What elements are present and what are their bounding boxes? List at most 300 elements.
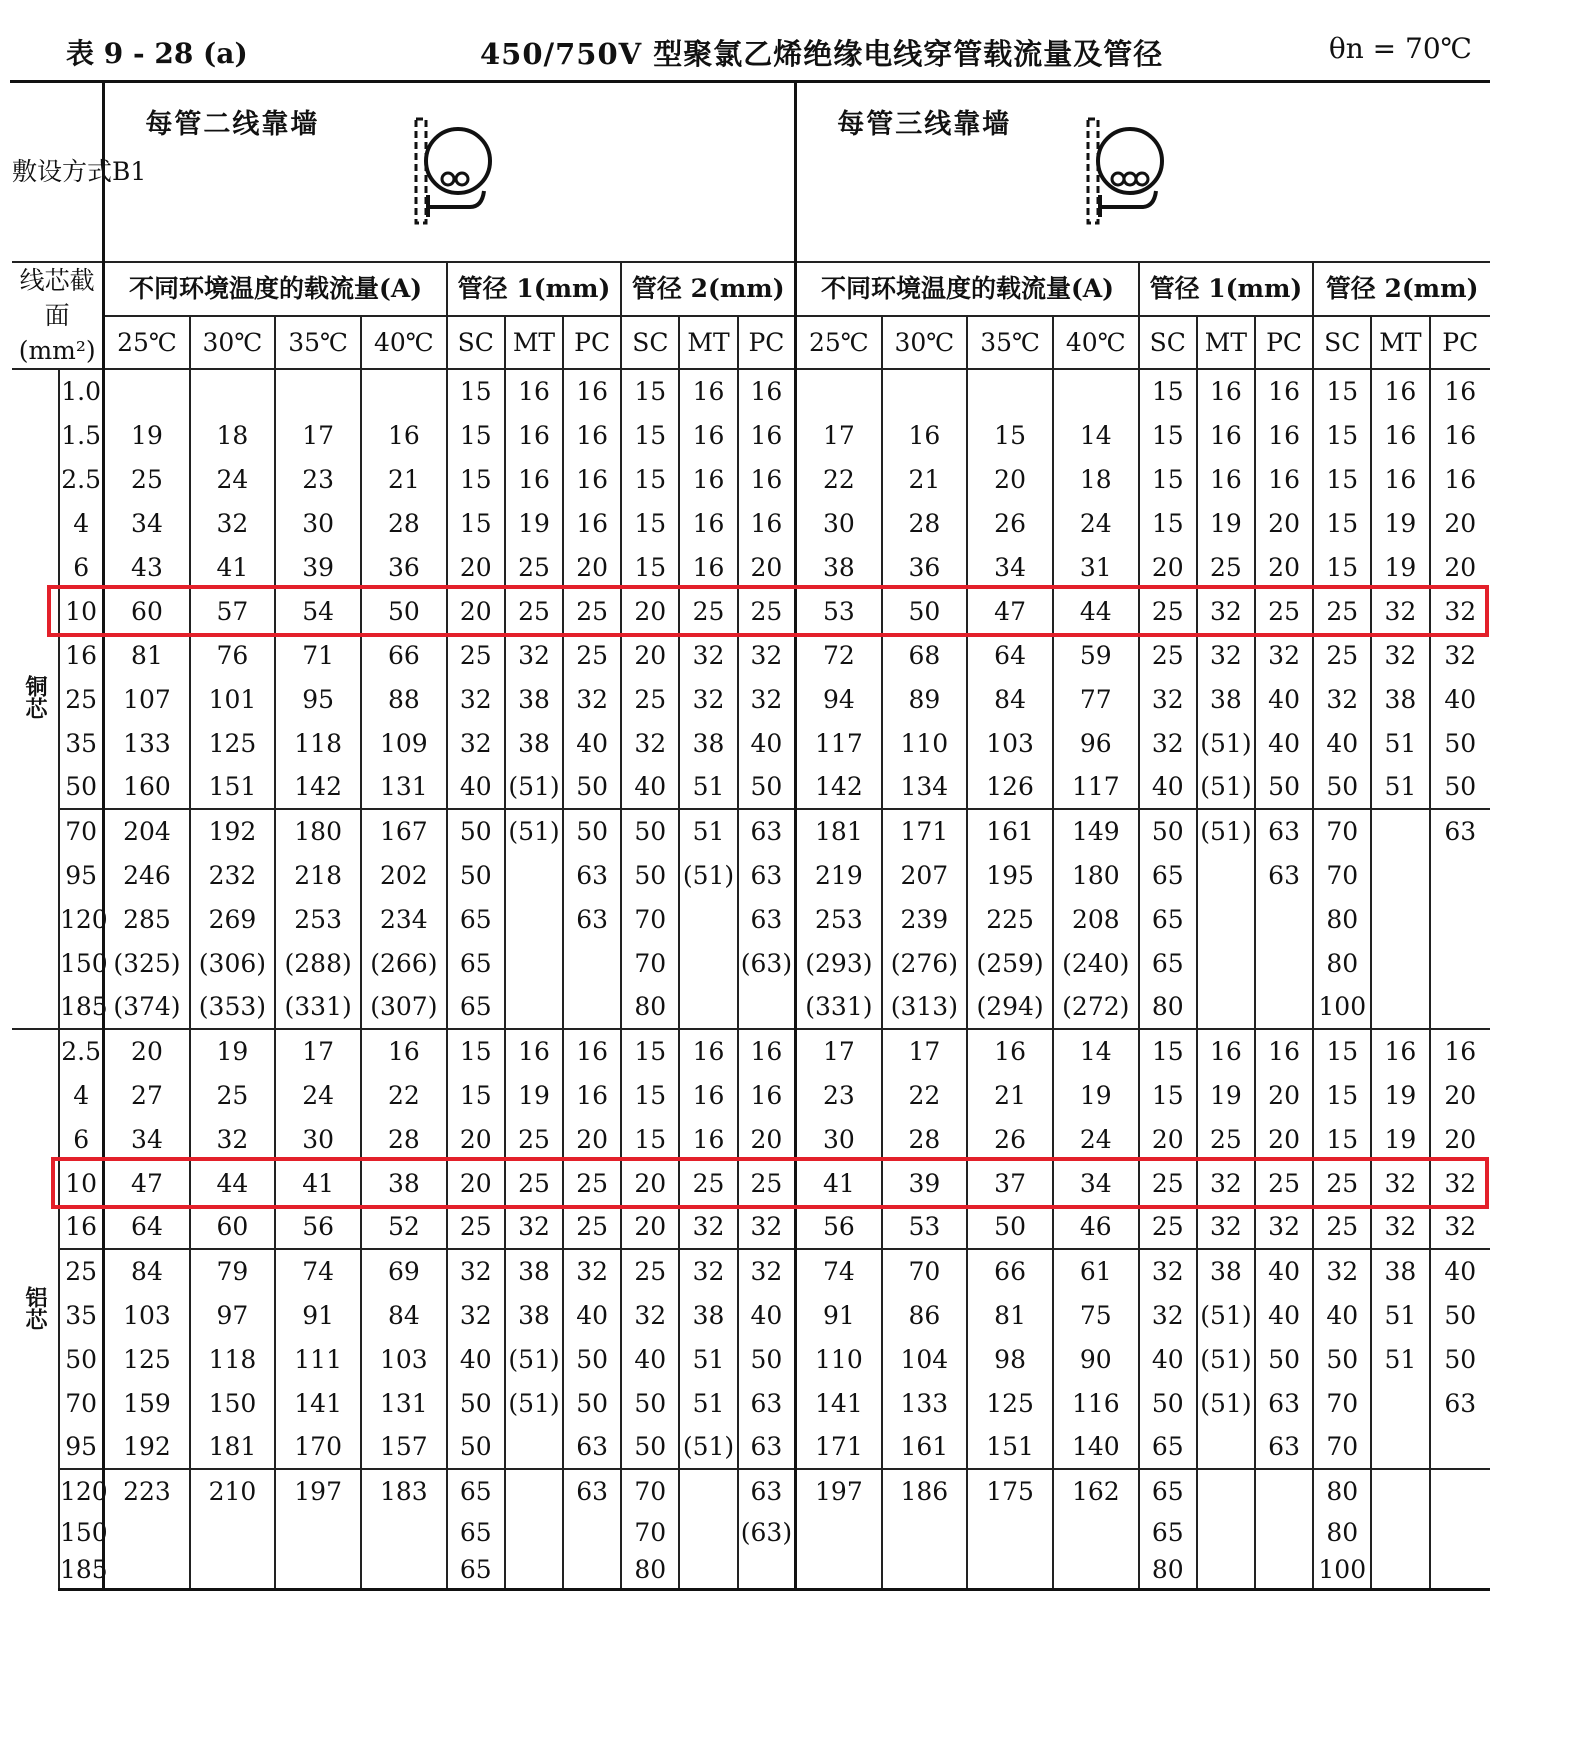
value-cell — [738, 1551, 796, 1589]
value-cell: 50 — [447, 1425, 505, 1469]
value-cell: 246 — [104, 853, 190, 897]
value-cell: 50 — [1430, 721, 1490, 765]
value-cell: 40 — [738, 721, 796, 765]
value-cell — [679, 1551, 737, 1589]
value-cell: 16 — [1197, 457, 1255, 501]
value-cell — [1371, 897, 1429, 941]
ampacity-group-3wire: 不同环境温度的载流量(A) — [796, 262, 1139, 316]
pipe-type-header: PC — [1255, 316, 1313, 370]
value-cell — [505, 941, 563, 985]
value-cell: 16 — [967, 1029, 1053, 1073]
table-row — [12, 1205, 1490, 1249]
value-cell: 50 — [1430, 1293, 1490, 1337]
conduit-2wire-icon — [410, 117, 500, 227]
value-cell: 63 — [738, 1381, 796, 1425]
value-cell: 50 — [361, 589, 447, 633]
value-cell: 125 — [104, 1337, 190, 1381]
value-cell: 25 — [505, 1117, 563, 1161]
value-cell: 65 — [1139, 853, 1197, 897]
value-cell: 20 — [1430, 1117, 1490, 1161]
value-cell: 51 — [1371, 1337, 1429, 1381]
value-cell: 50 — [563, 1337, 621, 1381]
value-cell: 18 — [190, 413, 276, 457]
value-cell: 142 — [796, 765, 882, 809]
value-cell: 81 — [967, 1293, 1053, 1337]
value-cell: 180 — [1053, 853, 1139, 897]
pipe-type-header: PC — [1430, 316, 1490, 370]
table-row — [12, 1249, 1490, 1293]
value-cell: 65 — [447, 1513, 505, 1551]
table-row — [12, 853, 1490, 897]
value-cell: 239 — [882, 897, 968, 941]
value-cell: 50 — [967, 1205, 1053, 1249]
value-cell: 38 — [505, 721, 563, 765]
value-cell — [505, 897, 563, 941]
value-cell: 25 — [679, 1161, 737, 1205]
value-cell: 44 — [1053, 589, 1139, 633]
cross-section-cell: 6 — [59, 545, 104, 589]
value-cell: 51 — [679, 1337, 737, 1381]
table-number: 表 9 - 28 (a) — [66, 37, 248, 70]
value-cell: 34 — [104, 1117, 190, 1161]
value-cell: 20 — [1430, 545, 1490, 589]
value-cell: 47 — [104, 1161, 190, 1205]
value-cell: 15 — [621, 457, 679, 501]
value-cell — [1197, 1469, 1255, 1513]
value-cell: 16 — [505, 413, 563, 457]
value-cell: 80 — [1313, 1513, 1371, 1551]
value-cell: 16 — [1255, 369, 1313, 413]
value-cell: 19 — [505, 1073, 563, 1117]
value-cell: 157 — [361, 1425, 447, 1469]
ampacity-table — [12, 82, 1490, 1591]
laying-method-label: 敷设方式B1 — [12, 157, 147, 186]
value-cell: 50 — [447, 1381, 505, 1425]
value-cell: 16 — [679, 413, 737, 457]
value-cell: 30 — [796, 501, 882, 545]
cross-section-cell: 120 — [59, 897, 104, 941]
cross-section-cell: 185 — [59, 1551, 104, 1589]
value-cell — [1197, 941, 1255, 985]
value-cell: 63 — [1255, 809, 1313, 853]
value-cell: 19 — [1371, 545, 1429, 589]
value-cell: 51 — [679, 809, 737, 853]
value-cell: 20 — [1255, 1073, 1313, 1117]
value-cell: 32 — [1197, 633, 1255, 677]
value-cell: 68 — [882, 633, 968, 677]
value-cell — [1430, 1513, 1490, 1551]
value-cell — [563, 941, 621, 985]
value-cell: 16 — [563, 413, 621, 457]
value-cell: 17 — [796, 1029, 882, 1073]
table-row — [12, 457, 1490, 501]
ampacity-group-2wire: 不同环境温度的载流量(A) — [104, 262, 447, 316]
cross-section-cell: 35 — [59, 1293, 104, 1337]
value-cell — [361, 1513, 447, 1551]
value-cell: 51 — [679, 765, 737, 809]
value-cell: 167 — [361, 809, 447, 853]
value-cell — [1371, 1425, 1429, 1469]
value-cell — [361, 369, 447, 413]
value-cell: 52 — [361, 1205, 447, 1249]
value-cell: 65 — [1139, 941, 1197, 985]
value-cell: 32 — [1430, 633, 1490, 677]
value-cell: 70 — [1313, 853, 1371, 897]
value-cell: 16 — [679, 1073, 737, 1117]
value-cell: 24 — [275, 1073, 361, 1117]
value-cell: 15 — [1313, 369, 1371, 413]
value-cell: 32 — [1139, 721, 1197, 765]
value-cell: 43 — [104, 545, 190, 589]
value-cell: 74 — [275, 1249, 361, 1293]
value-cell — [679, 1469, 737, 1513]
value-cell — [505, 1469, 563, 1513]
value-cell: 15 — [1139, 369, 1197, 413]
value-cell: 56 — [275, 1205, 361, 1249]
value-cell: 19 — [1371, 1117, 1429, 1161]
value-cell: 25 — [1313, 589, 1371, 633]
value-cell: 61 — [1053, 1249, 1139, 1293]
cross-section-cell: 150 — [59, 941, 104, 985]
temp-header: 35℃ — [275, 316, 361, 370]
value-cell: 31 — [1053, 545, 1139, 589]
value-cell: 40 — [1313, 721, 1371, 765]
value-cell: 20 — [1255, 501, 1313, 545]
conduit-3wire-icon — [1082, 117, 1172, 227]
value-cell: 70 — [882, 1249, 968, 1293]
value-cell — [190, 1513, 276, 1551]
value-cell: 16 — [1197, 413, 1255, 457]
pipe-type-header: SC — [1313, 316, 1371, 370]
value-cell: (293) — [796, 941, 882, 985]
cross-section-cell: 70 — [59, 1381, 104, 1425]
value-cell: 70 — [1313, 809, 1371, 853]
value-cell: 150 — [190, 1381, 276, 1425]
value-cell: 38 — [679, 1293, 737, 1337]
value-cell: 36 — [882, 545, 968, 589]
value-cell: 40 — [1255, 1293, 1313, 1337]
value-cell: 25 — [1139, 589, 1197, 633]
value-cell: 15 — [447, 1073, 505, 1117]
value-cell: 161 — [967, 809, 1053, 853]
value-cell: 28 — [361, 501, 447, 545]
pipe2-group-3wire: 管径 2(mm) — [1313, 262, 1490, 316]
value-cell: 19 — [104, 413, 190, 457]
value-cell: 57 — [190, 589, 276, 633]
value-cell: 23 — [796, 1073, 882, 1117]
value-cell: 15 — [621, 413, 679, 457]
value-cell: 25 — [505, 589, 563, 633]
value-cell: 60 — [104, 589, 190, 633]
value-cell: 32 — [447, 721, 505, 765]
pipe-type-header: MT — [679, 316, 737, 370]
value-cell — [1371, 1513, 1429, 1551]
value-cell: 40 — [621, 1337, 679, 1381]
value-cell: 25 — [563, 1161, 621, 1205]
cross-section-cell: 95 — [59, 853, 104, 897]
value-cell: 218 — [275, 853, 361, 897]
value-cell: 40 — [1430, 1249, 1490, 1293]
value-cell: 24 — [1053, 1117, 1139, 1161]
condition-3wire — [796, 82, 1490, 262]
value-cell: 63 — [1255, 1381, 1313, 1425]
value-cell — [1255, 1469, 1313, 1513]
value-cell: 95 — [275, 677, 361, 721]
value-cell: (294) — [967, 985, 1053, 1029]
value-cell: 97 — [190, 1293, 276, 1337]
value-cell: 32 — [1255, 1205, 1313, 1249]
value-cell: 34 — [1053, 1161, 1139, 1205]
value-cell: 24 — [190, 457, 276, 501]
pipe-type-header: MT — [1197, 316, 1255, 370]
value-cell: (51) — [1197, 721, 1255, 765]
value-cell: 75 — [1053, 1293, 1139, 1337]
cross-section-cell: 4 — [59, 501, 104, 545]
value-cell: 219 — [796, 853, 882, 897]
value-cell: 65 — [1139, 1425, 1197, 1469]
value-cell: 88 — [361, 677, 447, 721]
value-cell: 14 — [1053, 1029, 1139, 1073]
value-cell: 32 — [738, 633, 796, 677]
value-cell: 56 — [796, 1205, 882, 1249]
value-cell: 32 — [505, 1205, 563, 1249]
value-cell: 133 — [104, 721, 190, 765]
table-row — [12, 501, 1490, 545]
value-cell: 19 — [1197, 1073, 1255, 1117]
value-cell: 225 — [967, 897, 1053, 941]
value-cell: 183 — [361, 1469, 447, 1513]
table-row — [12, 545, 1490, 589]
temp-header: 40℃ — [1053, 316, 1139, 370]
table-row — [12, 413, 1490, 457]
table-row — [12, 941, 1490, 985]
value-cell: 38 — [796, 545, 882, 589]
value-cell: 16 — [1197, 1029, 1255, 1073]
value-cell: 16 — [1255, 413, 1313, 457]
value-cell: 207 — [882, 853, 968, 897]
value-cell: 18 — [1053, 457, 1139, 501]
value-cell: 151 — [190, 765, 276, 809]
cross-section-cell: 6 — [59, 1117, 104, 1161]
value-cell: 84 — [967, 677, 1053, 721]
value-cell: 25 — [447, 633, 505, 677]
value-cell: 25 — [738, 1161, 796, 1205]
value-cell — [679, 897, 737, 941]
value-cell — [1371, 853, 1429, 897]
value-cell: 17 — [882, 1029, 968, 1073]
value-cell: 63 — [738, 809, 796, 853]
value-cell: 20 — [447, 1161, 505, 1205]
value-cell: 80 — [1139, 1551, 1197, 1589]
temp-header: 30℃ — [882, 316, 968, 370]
value-cell: 50 — [447, 809, 505, 853]
value-cell: 28 — [882, 1117, 968, 1161]
value-cell: (51) — [505, 1337, 563, 1381]
value-cell: 15 — [447, 413, 505, 457]
table-row — [12, 809, 1490, 853]
value-cell: 15 — [1139, 501, 1197, 545]
value-cell: 20 — [621, 1205, 679, 1249]
pipe-type-header: MT — [505, 316, 563, 370]
value-cell: 16 — [505, 457, 563, 501]
value-cell: (307) — [361, 985, 447, 1029]
value-cell: 162 — [1053, 1469, 1139, 1513]
table-row — [12, 1073, 1490, 1117]
value-cell: 16 — [563, 457, 621, 501]
value-cell: (51) — [505, 765, 563, 809]
value-cell: 149 — [1053, 809, 1139, 853]
value-cell: 159 — [104, 1381, 190, 1425]
value-cell: 50 — [738, 1337, 796, 1381]
value-cell: 54 — [275, 589, 361, 633]
condition-3wire-label: 每管三线靠墙 — [837, 108, 1012, 140]
value-cell — [505, 1513, 563, 1551]
value-cell: 63 — [563, 853, 621, 897]
value-cell: 25 — [447, 1205, 505, 1249]
value-cell: 16 — [1371, 1029, 1429, 1073]
value-cell: 40 — [447, 1337, 505, 1381]
value-cell: 15 — [1313, 457, 1371, 501]
table-title-bar — [60, 28, 1480, 72]
value-cell: 15 — [621, 1029, 679, 1073]
value-cell: 15 — [967, 413, 1053, 457]
value-cell: 16 — [1255, 457, 1313, 501]
value-cell: 25 — [190, 1073, 276, 1117]
pipe2-group-2wire: 管径 2(mm) — [621, 262, 796, 316]
value-cell — [967, 369, 1053, 413]
value-cell: 70 — [621, 941, 679, 985]
table-row — [12, 1029, 1490, 1073]
value-cell: 80 — [1139, 985, 1197, 1029]
value-cell: 21 — [882, 457, 968, 501]
value-cell: 32 — [621, 1293, 679, 1337]
value-cell: 253 — [275, 897, 361, 941]
value-cell: 40 — [1255, 721, 1313, 765]
value-cell: (288) — [275, 941, 361, 985]
value-cell: 81 — [104, 633, 190, 677]
value-cell: 16 — [1430, 369, 1490, 413]
value-cell: 133 — [882, 1381, 968, 1425]
value-cell — [104, 1513, 190, 1551]
value-cell: 134 — [882, 765, 968, 809]
value-cell: 15 — [447, 501, 505, 545]
value-cell: 32 — [1197, 589, 1255, 633]
value-cell: 38 — [361, 1161, 447, 1205]
value-cell: 63 — [738, 1425, 796, 1469]
value-cell: 117 — [796, 721, 882, 765]
value-cell — [190, 369, 276, 413]
value-cell: 63 — [1255, 1425, 1313, 1469]
value-cell — [361, 1551, 447, 1589]
value-cell: 50 — [621, 853, 679, 897]
value-cell: 20 — [1430, 501, 1490, 545]
value-cell: 19 — [190, 1029, 276, 1073]
value-cell: 46 — [1053, 1205, 1139, 1249]
value-cell: 16 — [1255, 1029, 1313, 1073]
value-cell: 27 — [104, 1073, 190, 1117]
value-cell: 65 — [447, 1551, 505, 1589]
value-cell: 23 — [275, 457, 361, 501]
table-row — [12, 633, 1490, 677]
value-cell — [1430, 853, 1490, 897]
value-cell: 25 — [621, 677, 679, 721]
value-cell: 64 — [104, 1205, 190, 1249]
pipe-type-header: SC — [447, 316, 505, 370]
value-cell: 51 — [1371, 721, 1429, 765]
value-cell: 15 — [621, 1073, 679, 1117]
temp-header: 25℃ — [796, 316, 882, 370]
value-cell: 38 — [505, 1293, 563, 1337]
section-header: 线芯截面(mm²) — [12, 262, 104, 369]
value-cell: 17 — [275, 1029, 361, 1073]
value-cell: 16 — [1371, 457, 1429, 501]
value-cell: 41 — [275, 1161, 361, 1205]
value-cell: 25 — [621, 1249, 679, 1293]
value-cell: 38 — [1371, 677, 1429, 721]
value-cell: 116 — [1053, 1381, 1139, 1425]
value-cell: 40 — [447, 765, 505, 809]
value-cell — [1255, 1513, 1313, 1551]
value-cell: 50 — [447, 853, 505, 897]
value-cell: 66 — [361, 633, 447, 677]
value-cell: (51) — [1197, 1293, 1255, 1337]
pipe1-group-3wire: 管径 1(mm) — [1139, 262, 1314, 316]
value-cell: 84 — [361, 1293, 447, 1337]
value-cell — [679, 941, 737, 985]
value-cell: 34 — [104, 501, 190, 545]
value-cell: 70 — [621, 1513, 679, 1551]
value-cell: 25 — [1313, 633, 1371, 677]
value-cell: 32 — [621, 721, 679, 765]
value-cell: 50 — [563, 765, 621, 809]
highlight-copper-10 — [47, 585, 1489, 637]
value-cell: 40 — [563, 1293, 621, 1337]
value-cell: 32 — [738, 1205, 796, 1249]
value-cell: 117 — [1053, 765, 1139, 809]
value-cell: 20 — [967, 457, 1053, 501]
value-cell: 38 — [505, 677, 563, 721]
value-cell: 25 — [1139, 633, 1197, 677]
value-cell: 65 — [1139, 1513, 1197, 1551]
value-cell: 21 — [361, 457, 447, 501]
cross-section-cell: 2.5 — [59, 457, 104, 501]
value-cell — [505, 1551, 563, 1589]
pipe-type-header: SC — [621, 316, 679, 370]
value-cell: 76 — [190, 633, 276, 677]
value-cell: 195 — [967, 853, 1053, 897]
value-cell: 40 — [738, 1293, 796, 1337]
value-cell: (51) — [1197, 1381, 1255, 1425]
value-cell: (51) — [679, 1425, 737, 1469]
value-cell: 50 — [1139, 809, 1197, 853]
value-cell: 65 — [447, 897, 505, 941]
value-cell: 32 — [505, 633, 563, 677]
cross-section-cell: 25 — [59, 677, 104, 721]
value-cell: (313) — [882, 985, 968, 1029]
value-cell: 20 — [738, 1117, 796, 1161]
value-cell: 16 — [361, 413, 447, 457]
value-cell: 50 — [1430, 1337, 1490, 1381]
value-cell: 71 — [275, 633, 361, 677]
cross-section-cell: 10 — [59, 589, 104, 633]
value-cell: 63 — [563, 897, 621, 941]
value-cell: 16 — [679, 457, 737, 501]
value-cell: 32 — [1371, 1161, 1429, 1205]
value-cell: 25 — [563, 1205, 621, 1249]
value-cell: 80 — [1313, 897, 1371, 941]
value-cell: (266) — [361, 941, 447, 985]
pipe-type-header: PC — [738, 316, 796, 370]
